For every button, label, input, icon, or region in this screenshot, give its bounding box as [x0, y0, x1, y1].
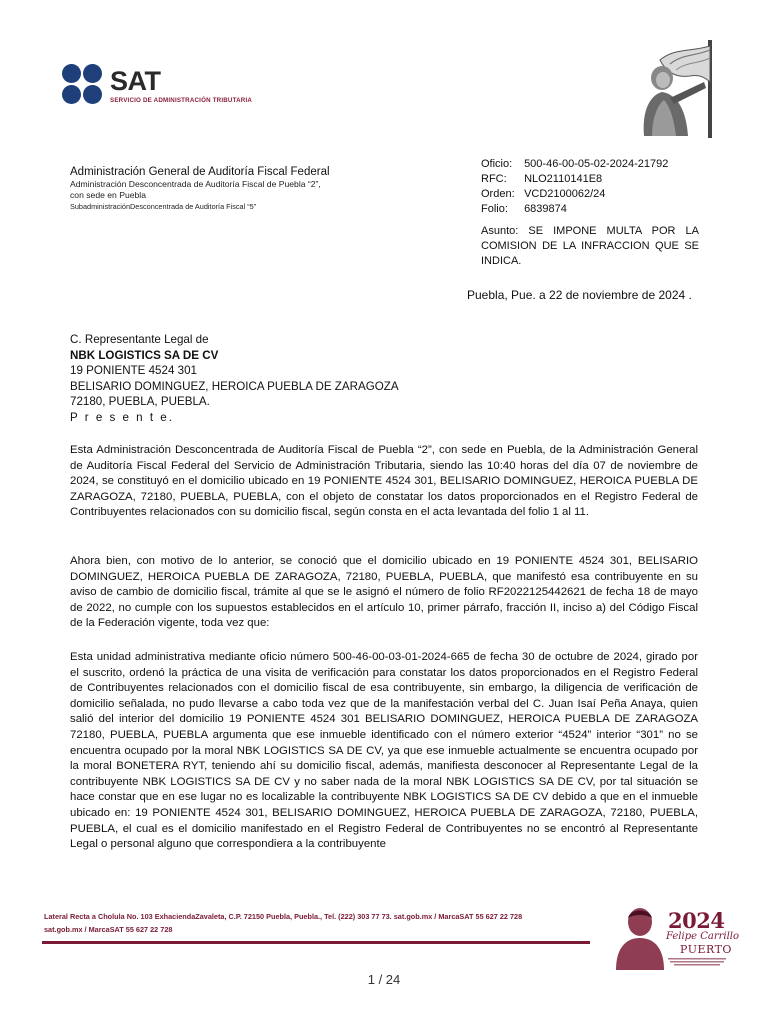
orden-value: VCD2100062/24: [524, 188, 606, 200]
addressee-title: C. Representante Legal de: [70, 333, 209, 346]
body-paragraph-3: Esta unidad administrativa mediante oficio número 500-46-00-03-01-2024-665 de fecha 30 de octubre de 2024, girado por el suscrito, ordenó la práctica de una visita de verificación para constatar los datos proporcionados en el Registro Federal de Contribuyentes relacionados con el domicilio fiscal de esa contribuyente, sin embargo, la diligencia de verificación de domicilio señalada, no pudo llevarse a cabo toda vez que de la manifestación verbal del C. Juan Isaí Peña Anaya, quien salió del interior del domicilio 19 PONIENTE 4524 301 BELISARIO DOMINGUEZ, HEROICA PUEBLA DE ZARAGOZA 72180, PUEBLA, PUEBLA argumenta que ese inmueble identificado con el número exterior “4524” interior “301” no se encuentra ocupado por la moral NBK LOGISTICS SA DE CV, ya que ese inmueble actualmente se encuentra ocupado por la moral BONETERA RYT, teniendo ahí su domicilio fiscal, además, manifiesta desconocer al Representante Legal de la contribuyente NBK LOGISTICS SA DE CV y no saber nada de la moral NBK LOGISTICS SA DE CV, por tal situación se hace constar que en ese lugar no es localizable la contribuyente NBK LOGISTICS SA DE CV debido a que en el inmueble ubicado en: 19 PONIENTE 4524 301, BELISARIO DOMINGUEZ, HEROICA PUEBLA DE ZARAGOZA, 72180, PUEBLA, PUEBLA, el cual es el domicilio manifestado en el Registro Federal de Contribuyentes no se encontró al Representante Legal o personal alguno que correspondiera a la contribuyente: [70, 651, 698, 851]
addressee-street: 19 PONIENTE 4524 301: [70, 364, 197, 377]
logo-dot: [83, 64, 102, 83]
portrait-icon: [606, 904, 666, 970]
body-paragraph-2: Ahora bien, con motivo de lo anterior, se conoció que el domicilio ubicado en 19 PONIENTE 4524 301, BELISARIO DOMINGUEZ, HEROICA PUEBLA DE ZARAGOZA, 72180, PUEBLA, PUEBLA, que manifestó esa contribuyente en su aviso de cambio de domicilio fiscal, trámite al que se le asignó el número de folio RF2022125442621 de fecha 18 de mayo de 2022, no cumple con los supuestos establecidos en el artículo 10, primer párrafo, fracción II, inciso a) del Código Fiscal de la Federación vigente, toda vez que:: [70, 555, 698, 630]
subadministracion: SubadministraciónDesconcentrada de Auditoría Fiscal “5”: [70, 202, 257, 211]
emblem-illustration: [630, 38, 726, 138]
addressee-block: [70, 332, 470, 425]
logo-wordmark: SAT: [110, 66, 161, 96]
badge-name: Felipe Carrillo: [666, 931, 739, 942]
addressee-company: NBK LOGISTICS SA DE CV: [70, 348, 219, 362]
oficio-label: Oficio:: [481, 158, 513, 170]
oficio-row: [481, 157, 701, 172]
footer-address-line1: Lateral Recta a Cholula No. 103 ExhaciendaZavaleta, C.P. 72150 Puebla, Puebla., Tel. (222) 303 77 73. sat.gob.mx / MarcaSAT 55 627 22 728: [44, 912, 523, 921]
page-number: 1 / 24: [367, 972, 401, 987]
reference-block: [481, 157, 701, 217]
orden-row: [481, 187, 701, 202]
addressee-cp: 72180, PUEBLA, PUEBLA.: [70, 395, 210, 408]
addressee-presente: P r e s e n t e.: [70, 410, 174, 424]
addressee-colonia: BELISARIO DOMINGUEZ, HEROICA PUEBLA DE ZARAGOZA: [70, 379, 399, 393]
rfc-value: NLO2110141E8: [524, 173, 603, 185]
commemorative-badge: [604, 902, 739, 972]
footer-divider: [42, 941, 590, 944]
logo-dot: [83, 85, 102, 104]
logo-dot: [62, 64, 81, 83]
orden-label: Orden:: [481, 188, 515, 200]
body-paragraph-1: Esta Administración Desconcentrada de Auditoría Fiscal de Puebla “2”, con sede en Puebla, de la Administración General de Auditoría Fiscal Federal del Servicio de Administración Tributaria, siendo las 10:40 horas del día 07 de noviembre de 2024, se constituyó en el domicilio ubicado en 19 PONIENTE 4524 301, BELISARIO DOMINGUEZ, HEROICA PUEBLA DE ZARAGOZA, 72180, PUEBLA, PUEBLA, con el objeto de constatar los datos proporcionados en el Registro Federal de Contribuyentes relacionados con su domicilio fiscal, según consta en el acta levantada del folio 1 al 11.: [70, 444, 698, 519]
admin-sede: con sede en Puebla: [70, 190, 146, 200]
oficio-value: 500-46-00-05-02-2024-21792: [524, 158, 669, 170]
folio-value: 6839874: [524, 203, 567, 215]
logo-subtitle: SERVICIO DE ADMINISTRACIÓN TRIBUTARIA: [110, 97, 253, 104]
subject-line: Asunto: SE IMPONE MULTA POR LA COMISION DE LA INFRACCION QUE SE INDICA.: [481, 225, 699, 267]
footer-address-line2: sat.gob.mx / MarcaSAT 55 627 22 728: [44, 925, 173, 934]
rfc-label: RFC:: [481, 173, 507, 185]
footer-address: [44, 910, 604, 936]
admin-general: Administración General de Auditoría Fiscal Federal: [70, 166, 330, 178]
logo-dot: [62, 85, 81, 104]
date-line: Puebla, Pue. a 22 de noviembre de 2024 .: [467, 288, 692, 302]
rfc-row: [481, 172, 701, 187]
badge-year: 2024: [668, 908, 725, 933]
admin-desconcentrada: Administración Desconcentrada de Auditoría Fiscal de Puebla “2”,: [70, 179, 321, 189]
badge-fineprint: [668, 957, 728, 967]
folio-row: [481, 202, 701, 217]
folio-label: Folio:: [481, 203, 508, 215]
sat-logo: [62, 62, 262, 110]
badge-name-surname: PUERTO: [680, 943, 732, 956]
issuer-block: [70, 165, 370, 213]
